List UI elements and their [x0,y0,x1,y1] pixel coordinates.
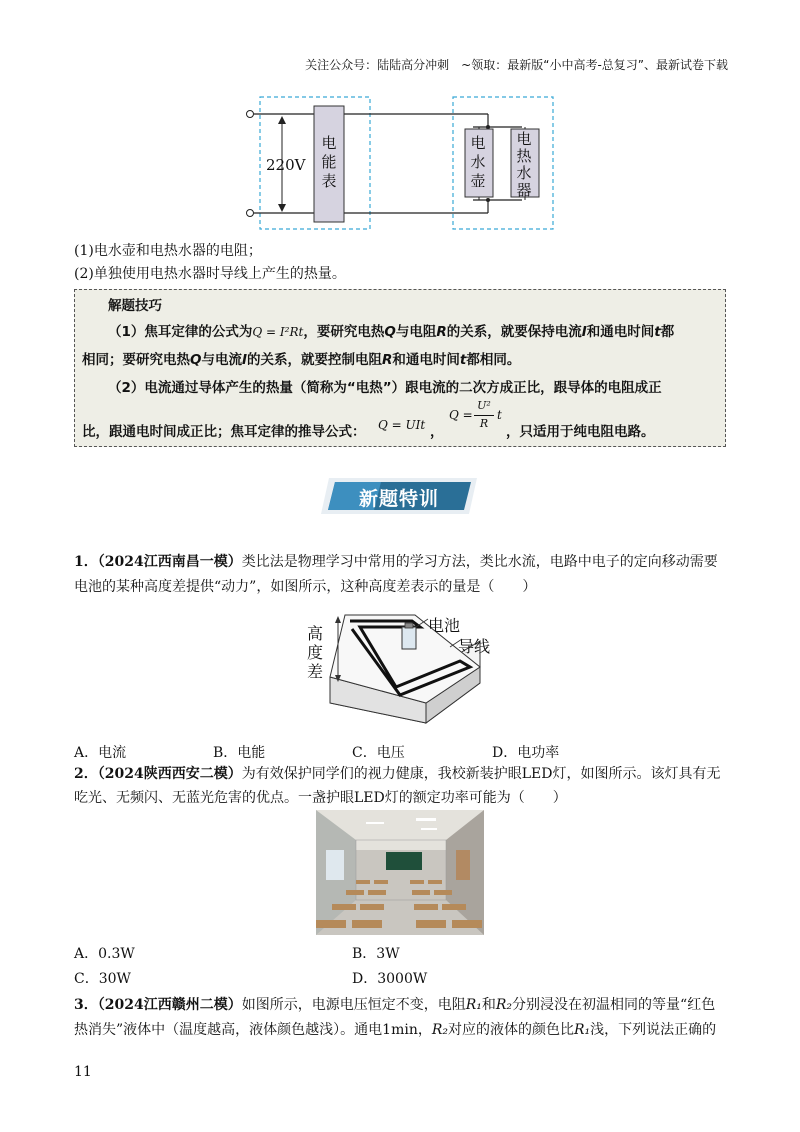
terminal-bottom [247,210,254,217]
q1-option-b[interactable]: B．电能 [213,745,266,761]
meter-char: 电 [321,134,337,152]
sub-question-2: (2)单独使用电热水器时导线上产生的热量。 [74,266,346,282]
kettle-char: 电 [470,134,486,152]
formula-uit: Q = UIt [378,418,426,432]
meter-char: 能 [321,153,337,171]
question-1-line-2: 电池的某种高度差提供“动力”，如图所示，这种高度差表示的量是（ ） [74,579,537,595]
q2-option-a[interactable]: A．0.3W [74,946,135,962]
tips-line-4: 比，跟通电时间成正比；焦耳定律的推导公式： [82,424,366,440]
header-note: 关注公众号：陆陆高分冲刺 ~领取：最新版“小中高考-总复习”、最新试卷下载 [305,58,728,72]
banner-title: 新题特训 [358,488,439,510]
q2-option-b[interactable]: B．3W [352,946,400,962]
battery-label: 电池 [428,616,461,635]
sub-question-1: (1)电水壶和电热水器的电阻； [74,243,262,259]
question-2-line-2: 吃光、无频闪、无蓝光危害的优点。一盏护眼LED灯的额定功率可能为（ ） [74,790,567,806]
terminal-top [247,111,254,118]
heater-char: 电 [516,130,532,148]
kettle-char: 水 [470,153,486,171]
q1-option-c[interactable]: C．电压 [352,745,405,761]
formula-u2r-t: t [497,408,502,422]
q2-option-c[interactable]: C．30W [74,971,131,987]
q1-option-d[interactable]: D．电功率 [492,745,560,761]
height-label-char: 差 [306,662,323,681]
height-label-char: 高 [306,624,323,643]
q1-option-a[interactable]: A．电流 [74,745,127,761]
comma: ， [430,424,444,440]
height-label-char: 度 [306,643,323,662]
voltage-label: 220V [266,156,306,174]
question-3-line-1: 3．（2024江西赣州二模）如图所示，电源电压恒定不变，电阻R₁和R₂分别浸没在初温相同的等量“红色 [74,997,716,1013]
classroom-photo [316,810,484,935]
page-number: 11 [74,1064,92,1080]
fraction-bar [474,415,494,416]
tips-line-1: （1）焦耳定律的公式为Q = I²Rt，要研究电热Q与电阻R的关系，就要保持电流I和通电时间t都 [108,324,675,340]
tips-line-2: 相同；要研究电热Q与电流I的关系，就要控制电阻R和通电时间t都相同。 [82,352,521,368]
kettle-char: 壶 [470,172,486,190]
heater-char: 热 [516,147,532,165]
formula-joule: Q = I²Rt [252,325,304,339]
question-3-line-2: 热消失”液体中（温度越高，液体颜色越浅）。通电1min，R₂对应的液体的颜色比R₁浅，下列说法正确的 [74,1022,717,1038]
tips-line-4-end: ，只适用于纯电阻电路。 [506,424,655,440]
tips-line-3: （2）电流通过导体产生的热量（简称为“电热”）跟电流的二次方成正比，跟导体的电阻成正 [108,380,662,396]
question-2-line-1: 2．（2024陕西西安二模）为有效保护同学们的视力健康，我校新装护眼LED灯，如图所示。该灯具有无 [74,766,721,782]
tips-title: 解题技巧 [108,298,162,314]
formula-u2r-num: U² [477,399,491,412]
formula-u2r-den: R [479,417,489,430]
meter-char: 表 [321,172,337,190]
formula-u2r-left: Q = [449,408,473,422]
wire-label: 导线 [458,637,491,656]
heater-char: 器 [516,181,532,199]
question-1-line-1: 1．（2024江西南昌一模）类比法是物理学习中常用的学习方法，类比水流，电路中电子的定向移动需要 [74,554,718,570]
height-difference-figure [300,607,500,731]
q2-option-d[interactable]: D．3000W [352,971,428,987]
heater-char: 水 [516,164,532,182]
